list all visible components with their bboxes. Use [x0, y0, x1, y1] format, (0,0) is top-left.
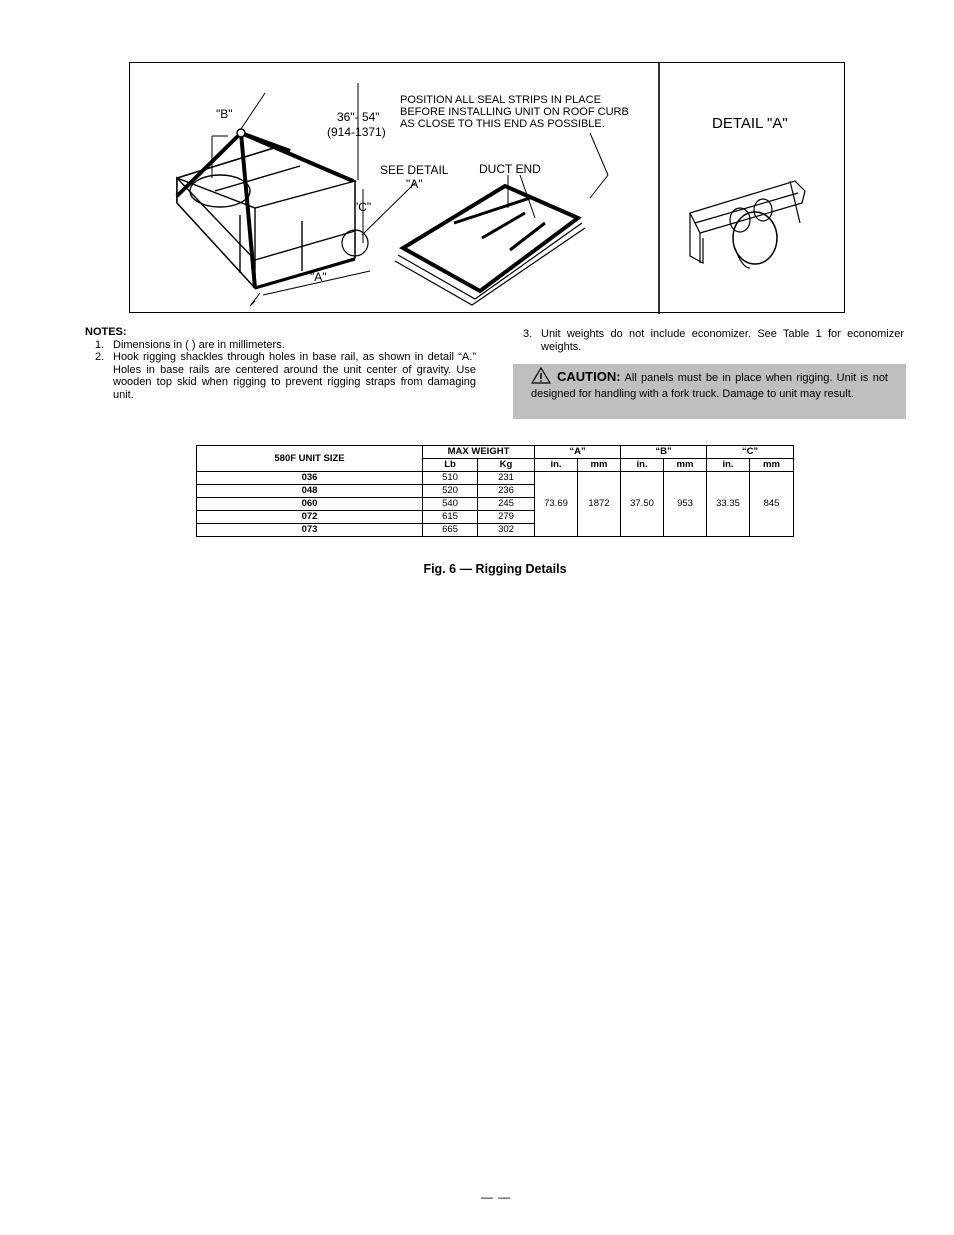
header-max-weight: MAX WEIGHT	[423, 446, 535, 459]
cell-c-mm: 845	[750, 472, 794, 537]
rigging-figure	[129, 62, 845, 313]
dim-c-label: "C"	[354, 200, 372, 214]
cell-kg: 231	[478, 472, 535, 485]
header-a-in: in.	[535, 459, 578, 472]
note-number: 2.	[95, 351, 105, 364]
note-2	[95, 351, 476, 401]
figure-caption: Fig. 6 — Rigging Details	[423, 562, 567, 576]
note-text: Dimensions in ( ) are in millimeters.	[113, 338, 285, 351]
cell-lb: 510	[423, 472, 478, 485]
cell-b-mm: 953	[664, 472, 707, 537]
cell-a-mm: 1872	[578, 472, 621, 537]
note-text: Hook rigging shackles through holes in base rail, as shown in detail “A.” Holes in base rails are centered around the unit center of gravity. Use wooden top skid when rigging to prevent rigging straps from damaging unit.	[113, 351, 476, 401]
note-1	[95, 339, 476, 352]
notes-title: NOTES:	[85, 326, 127, 338]
cell-lb: 665	[423, 524, 478, 537]
cell-lb: 540	[423, 498, 478, 511]
see-detail-ref: "A"	[406, 177, 423, 191]
rigging-drawing	[130, 63, 846, 314]
header-c-mm: mm	[750, 459, 794, 472]
cell-kg: 279	[478, 511, 535, 524]
cell-size: 072	[197, 511, 423, 524]
roof-curb-drawing	[395, 133, 608, 305]
dim-b-label: "B"	[216, 107, 233, 121]
seal-note-line3: AS CLOSE TO THIS END AS POSSIBLE.	[400, 118, 605, 130]
header-kg: Kg	[478, 459, 535, 472]
warning-triangle-icon	[531, 367, 551, 384]
header-b-in: in.	[621, 459, 664, 472]
cell-kg: 245	[478, 498, 535, 511]
cell-kg: 236	[478, 485, 535, 498]
duct-end-label: DUCT END	[479, 162, 541, 176]
cell-a-in: 73.69	[535, 472, 578, 537]
note-text: Unit weights do not include economizer. See Table 1 for economizer weights.	[541, 328, 904, 353]
cell-size: 048	[197, 485, 423, 498]
detail-a-drawing	[690, 181, 805, 268]
cell-size: 073	[197, 524, 423, 537]
cell-size: 036	[197, 472, 423, 485]
see-detail-label: SEE DETAIL	[380, 163, 449, 177]
header-a: “A”	[535, 446, 621, 459]
caution-label: CAUTION:	[557, 369, 621, 384]
header-b-mm: mm	[664, 459, 707, 472]
seal-note-line1: POSITION ALL SEAL STRIPS IN PLACE	[400, 94, 601, 106]
cell-lb: 615	[423, 511, 478, 524]
page-number: — —	[480, 1190, 512, 1204]
cell-c-in: 33.35	[707, 472, 750, 537]
cell-lb: 520	[423, 485, 478, 498]
header-c-in: in.	[707, 459, 750, 472]
table-header-row	[197, 446, 794, 459]
detail-a-title: DETAIL "A"	[712, 115, 788, 132]
caution-text: All panels must be in place when rigging. Unit is not designed for handling with a fork truck. Damage to unit may result.	[531, 372, 888, 400]
header-c: “C”	[707, 446, 794, 459]
rigging-table	[196, 445, 794, 537]
cell-kg: 302	[478, 524, 535, 537]
note-number: 3.	[523, 328, 533, 340]
header-b: “B”	[621, 446, 707, 459]
header-lb: Lb	[423, 459, 478, 472]
note-number: 1.	[95, 338, 105, 351]
seal-note-line2: BEFORE INSTALLING UNIT ON ROOF CURB	[400, 106, 629, 118]
notes-block	[85, 326, 476, 402]
cell-b-in: 37.50	[621, 472, 664, 537]
dim-height-mm-label: (914-1371)	[327, 125, 386, 139]
dim-a-label: "A"	[310, 270, 327, 284]
caution-box	[513, 364, 906, 419]
unit-drawing	[177, 129, 355, 288]
header-a-mm: mm	[578, 459, 621, 472]
cell-size: 060	[197, 498, 423, 511]
header-unit-size: 580F UNIT SIZE	[197, 446, 423, 472]
dim-height-label: 36"- 54"	[337, 110, 380, 124]
table-row	[197, 472, 794, 485]
note-3	[523, 328, 904, 353]
